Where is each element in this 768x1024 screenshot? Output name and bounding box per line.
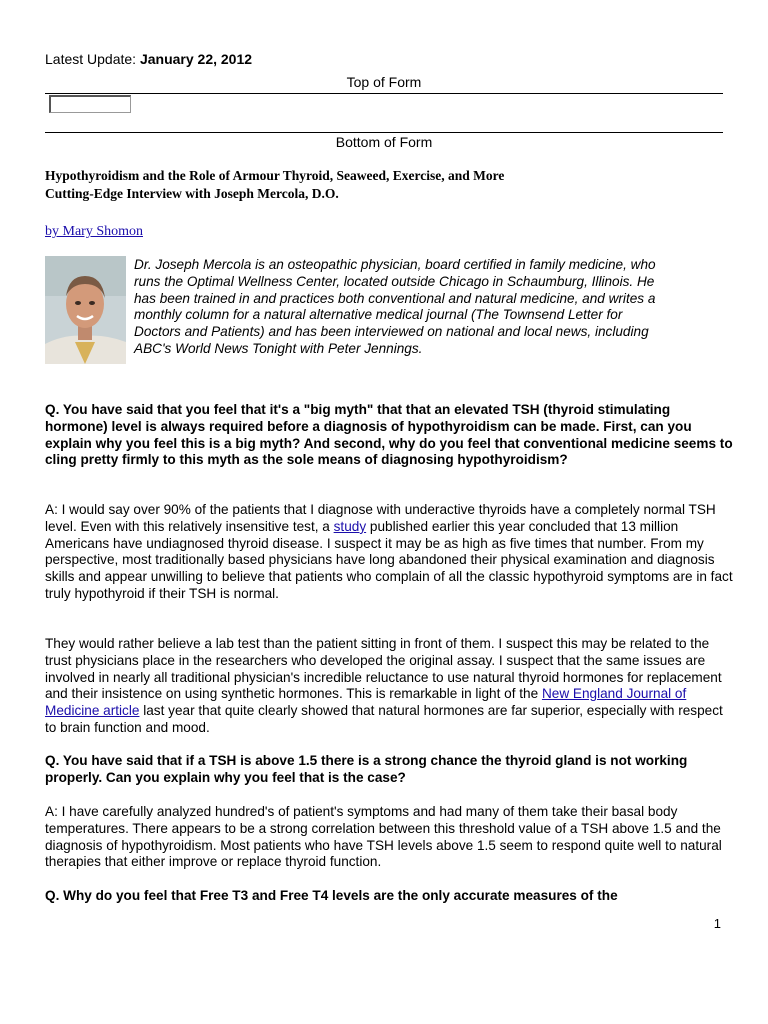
answer-1-text-start: A: I would say over 90% of the patients that I diagnose with underactive thyroids have a completely normal TSH level. Even with this relatively insensitive test, a: [45, 502, 716, 534]
title-line-2: Cutting-Edge Interview with Joseph Mercola, D.O.: [45, 186, 339, 201]
form-text-input[interactable]: [49, 95, 131, 113]
author-photo: [45, 256, 126, 364]
answer-1-continued: [45, 636, 735, 737]
update-date: January 22, 2012: [139, 51, 253, 67]
bottom-form-rule: [45, 132, 723, 133]
answer-1: [45, 502, 735, 603]
answer-1b-text-end: last year that quite clearly showed that natural hormones are far superior, especially with respect to brain function and mood.: [45, 703, 723, 735]
answer-1b-text-start: They would rather believe a lab test than the patient sitting in front of them. I suspect this may be related to the trust physicians place in the researchers who developed the original assay. I suspect that the same issues are involved in nearly all traditional physician's incredible reluctance to use natural thyroid hormones for replacement and their insistence on using synthetic hormones. This is remarkable in light of the: [45, 636, 722, 702]
answer-1-text-end: published earlier this year concluded that 13 million Americans have undiagnosed thyroid disease. I suspect it may be as high as five times that number. From my perspective, most traditionally based physicians have long abandoned their physical examination and diagnosis skills and appear unwilling to believe that patients who complain of all the classic hypothyroid symptoms are in fact truly hypothyroid if their TSH is normal.: [45, 518, 733, 601]
study-link[interactable]: study: [333, 518, 367, 534]
question-3: Q. Why do you feel that Free T3 and Free T4 levels are the only accurate measures of the: [45, 888, 618, 903]
top-form-rule: [45, 93, 723, 94]
page-number: 1: [713, 916, 721, 931]
answer-2: A: I have carefully analyzed hundred's of patient's symptoms and had many of them take their basal body temperatures. There appears to be a strong correlation between this threshold value of a TSH above 1.5 and the diagnosis of hypothyroidism. Most patients who have TSH levels above 1.5 seem to respond quite well to natural therapies that either improve or replace thyroid function.: [45, 804, 722, 870]
top-of-form-label: Top of Form: [346, 74, 422, 90]
title-line-1: Hypothyroidism and the Role of Armour Thyroid, Seaweed, Exercise, and More: [45, 168, 505, 183]
update-label: Latest Update:: [45, 51, 137, 67]
nejm-article-link[interactable]: New England Journal of Medicine article: [45, 686, 687, 719]
article-title: [45, 167, 645, 203]
bottom-of-form-label: Bottom of Form: [335, 134, 433, 150]
question-1: Q. You have said that you feel that it's a "big myth" that that an elevated TSH (thyroid stimulating hormone) level is always required before a diagnosis of hypothyroidism can be made. First, can you explain why you feel this is a big myth? And second, why do you feel that conventional medicine seems to cling pretty firmly to this myth as the sole means of diagnosing hypothyroidism?: [45, 402, 733, 468]
author-link[interactable]: by Mary Shomon: [45, 224, 143, 239]
author-bio: Dr. Joseph Mercola is an osteopathic physician, board certified in family medicine, who runs the Optimal Wellness Center, located outside Chicago in Schaumburg, Illinois. He has been trained in and practices both conventional and natural medicine, and writes a monthly column for a natural alternative medical journal (The Townsend Letter for Doctors and Patients) and has been interviewed on national and local news, including ABC's World News Tonight with Peter Jennings.: [134, 257, 656, 356]
question-2: Q. You have said that if a TSH is above 1.5 there is a strong chance the thyroid gland is not working properly. Can you explain why you feel that is the case?: [45, 753, 688, 785]
latest-update: [45, 51, 252, 67]
